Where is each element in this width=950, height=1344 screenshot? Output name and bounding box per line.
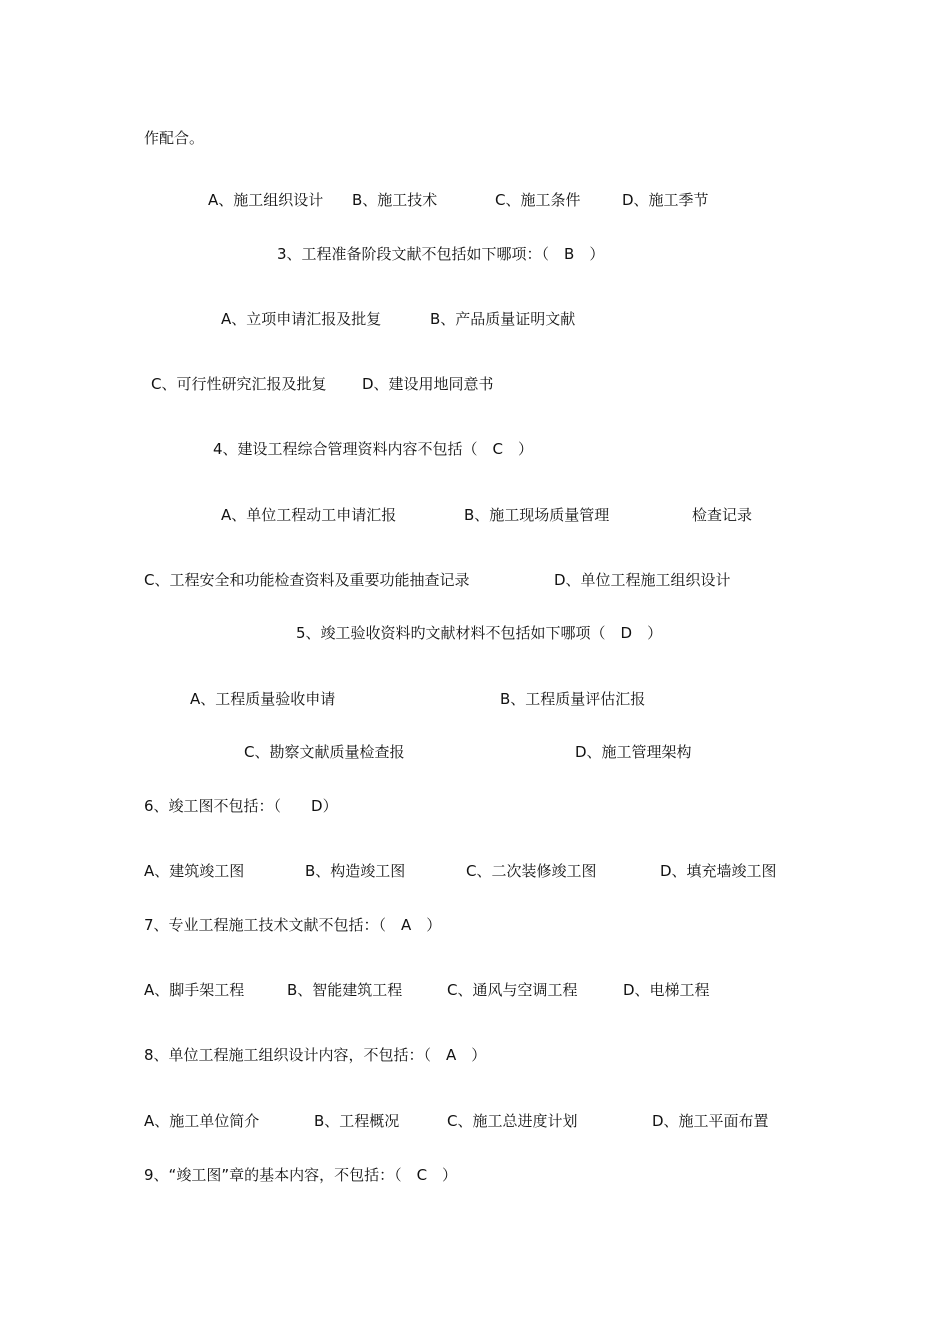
option-d: D、施工管理架构 [575,743,692,761]
option-a: A、施工单位简介 [144,1112,260,1130]
option-b: B、工程概况 [314,1112,400,1130]
option-c: C、可行性研究汇报及批复 [151,375,327,393]
question-3-text: 3、工程准备阶段文献不包括如下哪项：（ B ） [277,245,605,263]
option-b: B、施工技术 [352,191,438,209]
option-a: A、立项申请汇报及批复 [221,310,382,328]
question-6-text: 6、竣工图不包括：（ D） [144,797,338,815]
option-b-continued: 检查记录 [692,506,753,524]
question-9-text: 9、“竣工图”章的基本内容，不包括：（ C ） [144,1166,458,1184]
option-b: B、工程质量评估汇报 [500,690,646,708]
option-d: D、单位工程施工组织设计 [554,571,731,589]
option-c: C、施工总进度计划 [447,1112,578,1130]
option-b: B、产品质量证明文献 [430,310,576,328]
option-a: A、脚手架工程 [144,981,245,999]
option-d: D、建设用地同意书 [362,375,494,393]
option-c: C、通风与空调工程 [447,981,578,999]
option-d: D、填充墙竣工图 [660,862,777,880]
option-d: D、施工平面布置 [652,1112,769,1130]
option-b: B、施工现场质量管理 [464,506,610,524]
question-7-text: 7、专业工程施工技术文献不包括：（ A ） [144,916,442,934]
option-d: D、电梯工程 [623,981,710,999]
question-4-text: 4、建设工程综合管理资料内容不包括（ C ） [213,440,534,458]
question-8-text: 8、单位工程施工组织设计内容，不包括：（ A ） [144,1046,487,1064]
option-c: C、工程安全和功能检查资料及重要功能抽查记录 [144,571,470,589]
option-a: A、施工组织设计 [208,191,324,209]
option-b: B、智能建筑工程 [287,981,403,999]
option-c: C、二次装修竣工图 [466,862,597,880]
option-a: A、建筑竣工图 [144,862,245,880]
option-a: A、单位工程动工申请汇报 [221,506,397,524]
option-b: B、构造竣工图 [305,862,406,880]
question-5-text: 5、竣工验收资料旳文献材料不包括如下哪项（ D ） [296,624,663,642]
option-d: D、施工季节 [622,191,709,209]
option-a: A、工程质量验收申请 [190,690,336,708]
line-1-text: 作配合。 [144,129,205,147]
option-c: C、施工条件 [495,191,581,209]
option-c: C、勘察文献质量检查报 [244,743,405,761]
